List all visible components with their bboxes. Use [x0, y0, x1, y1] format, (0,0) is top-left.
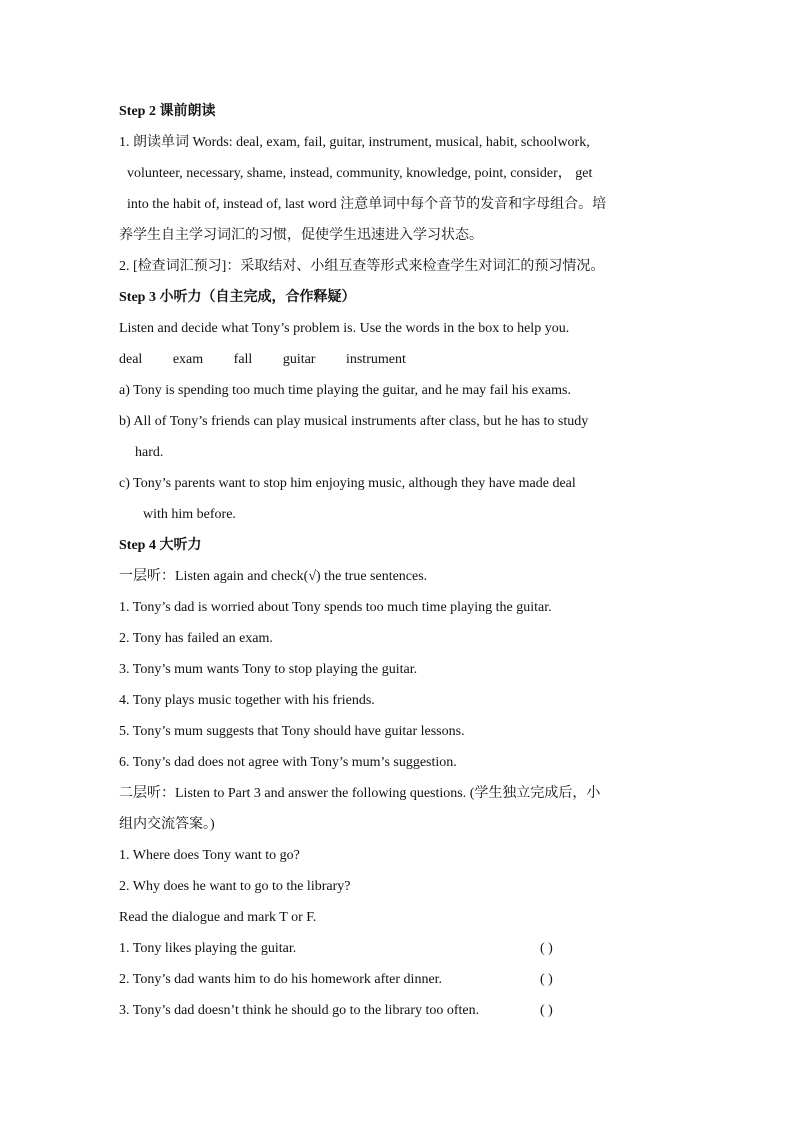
word-box-item: guitar — [282, 352, 316, 367]
tf-item — [119, 964, 679, 995]
step2-item1-line4: 养学生自主学习词汇的习惯，促使学生迅速进入学习状态。 — [119, 228, 483, 243]
answer-blank: ( ) — [540, 1003, 553, 1018]
list-item: 2. Why does he want to go to the library? — [119, 879, 351, 894]
step3-option-b-line1: b) All of Tony’s friends can play musical instruments after class, but he has to study — [119, 414, 589, 429]
step3-option-b-line2: hard. — [135, 445, 164, 460]
tf-item — [119, 995, 679, 1026]
step2-item2: 2. [检查词汇预习]：采取结对、小组互查等形式来检查学生对词汇的预习情况。 — [119, 259, 605, 274]
list-item: 3. Tony’s mum wants Tony to stop playing the guitar. — [119, 662, 418, 677]
step4-heading: Step 4 大听力 — [119, 538, 202, 553]
word-box-item: exam — [172, 352, 204, 367]
word-box-item: fall — [233, 352, 253, 367]
tf-instruction: Read the dialogue and mark T or F. — [119, 910, 317, 925]
answer-blank: ( ) — [540, 941, 553, 956]
list-item: 4. Tony plays music together with his friends. — [119, 693, 375, 708]
list-item: 1. Tony’s dad is worried about Tony spends too much time playing the guitar. — [119, 600, 552, 615]
word-box-item: deal — [119, 352, 143, 367]
step3-heading: Step 3 小听力（自主完成，合作释疑） — [119, 290, 356, 305]
tf-item-text: 3. Tony’s dad doesn’t think he should go to the library too often. — [119, 1003, 480, 1018]
step3-instruction: Listen and decide what Tony’s problem is. Use the words in the box to help you. — [119, 321, 570, 336]
word-box-item: instrument — [345, 352, 406, 367]
step2-item1-line2: volunteer, necessary, shame, instead, community, knowledge, point, consider， get — [127, 166, 593, 181]
step2-item1-line1: 1. 朗读单词 Words: deal, exam, fail, guitar, instrument, musical, habit, schoolwork, — [119, 135, 590, 150]
list-item: 6. Tony’s dad does not agree with Tony’s mum’s suggestion. — [119, 755, 457, 770]
word-box — [119, 344, 679, 375]
step3-option-a: a) Tony is spending too much time playing the guitar, and he may fail his exams. — [119, 383, 571, 398]
document-page — [119, 96, 679, 1026]
list-item: 1. Where does Tony want to go? — [119, 848, 300, 863]
answer-blank: ( ) — [540, 972, 553, 987]
list-item: 5. Tony’s mum suggests that Tony should have guitar lessons. — [119, 724, 465, 739]
tf-item-text: 1. Tony likes playing the guitar. — [119, 941, 297, 956]
tf-item-text: 2. Tony’s dad wants him to do his homework after dinner. — [119, 972, 443, 987]
tf-item — [119, 933, 679, 964]
step2-item1-line3: into the habit of, instead of, last word 注意单词中每个音节的发音和字母组合。培 — [127, 197, 607, 212]
step2-heading: Step 2 课前朗读 — [119, 104, 216, 119]
list-item: 2. Tony has failed an exam. — [119, 631, 273, 646]
step3-option-c-line1: c) Tony’s parents want to stop him enjoying music, although they have made deal — [119, 476, 576, 491]
step3-option-c-line2: with him before. — [143, 507, 236, 522]
step4-layer2-instruction-line1: 二层听：Listen to Part 3 and answer the following questions. (学生独立完成后，小 — [119, 786, 601, 801]
step4-layer1-instruction: 一层听：Listen again and check(√) the true sentences. — [119, 569, 428, 584]
step4-layer2-instruction-line2: 组内交流答案。) — [119, 817, 215, 832]
